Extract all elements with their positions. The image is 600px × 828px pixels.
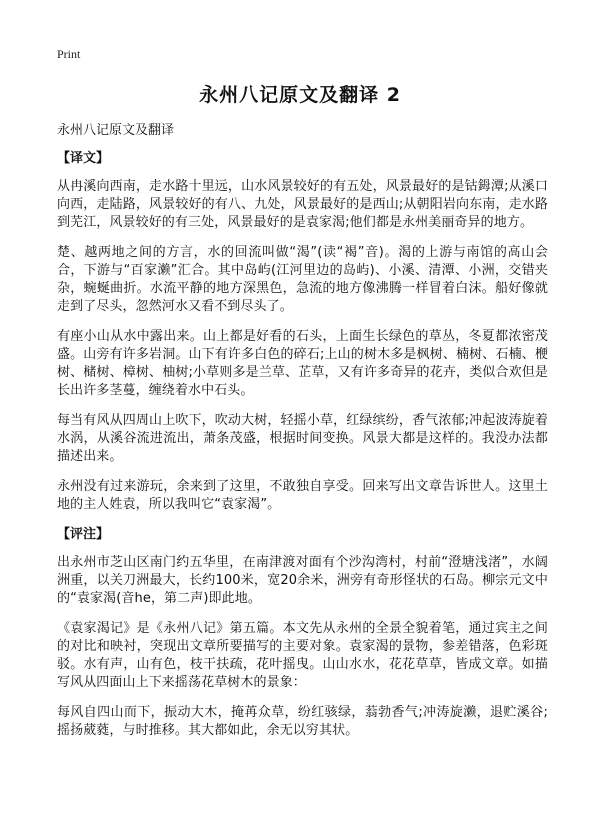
article-subtitle: 永州八记原文及翻译 [57, 123, 175, 138]
translation-section [57, 150, 548, 514]
commentary-heading: 【评注】 [57, 527, 110, 542]
page-title: 永州八记原文及翻译 2 [199, 84, 401, 106]
paragraph: 每风自四山而下，振动大木，掩苒众草，纷红骇绿，蓊勃香气;冲涛旋濑，退贮溪谷;摇扬葳蕤，与时推移。其大都如此，余无以穷其状。 [57, 705, 548, 738]
article-body [57, 122, 548, 752]
print-link[interactable]: Print [57, 47, 81, 61]
translation-heading: 【译文】 [57, 151, 110, 166]
paragraph: 永州没有过来游玩，余来到了这里，不敢独自享受。回来写出文章告诉世人。这里土地的主人姓袁，所以我叫它“袁家渴”。 [57, 479, 548, 512]
paragraph: 楚、越两地之间的方言，水的回流叫做“渴”(读“褐”音)。渴的上游与南馆的高山会合，下游与“百家濑”汇合。其中岛屿(江河里边的岛屿)、小溪、清潭、小洲，交错夹杂，蜿蜒曲折。水流平静的地方深黑色，急流的地方像沸腾一样冒着白沫。船好像就走到了尽头，忽然河水又看不到尽头了。 [57, 245, 548, 314]
paragraph: 从冉溪向西南，走水路十里远，山水风景较好的有五处，风景最好的是钴鉧潭;从溪口向西，走陆路，风景较好的有八、九处，风景最好的是西山;从朝阳岩向东南，走水路到芜江，风景较好的有三处，风景最好的是袁家渴;他们都是永州美丽奇异的地方。 [57, 179, 548, 230]
paragraph: 《袁家渴记》是《永州八记》第五篇。本文先从永州的全景全貌着笔，通过宾主之间的对比和映衬，突现出文章所要描写的主要对象。袁家渴的景物，参差错落，色彩斑驳。水有声，山有色，枝干扶疏，花叶摇曳。山山水水，花花草草，皆成文章。如描写风从四面山上下来摇荡花草树木的景象： [57, 621, 548, 690]
commentary-section [57, 526, 548, 740]
paragraph: 有座小山从水中露出来。山上都是好看的石头，上面生长绿色的草丛，冬夏都浓密茂盛。山旁有许多岩洞。山下有许多白色的碎石;上山的树木多是枫树、楠树、石楠、楩树、槠树、樟树、柚树;小草则多是兰草、芷草，又有许多奇异的花卉，类似合欢但是长出许多茎蔓，缠绕着水中石头。 [57, 329, 548, 398]
paragraph: 出永州市芝山区南门约五华里，在南津渡对面有个沙沟湾村，村前“澄塘浅渚”，水阔洲重，以关刀洲最大，长约100米，宽20余米，洲旁有奇形怪状的石岛。柳宗元文中的“袁家渴(音he，第二声)即此地。 [57, 555, 548, 606]
paragraph: 每当有风从四周山上吹下，吹动大树，轻摇小草，红绿缤纷，香气浓郁;冲起波涛旋着水涡，从溪谷流进流出，萧条茂盛，根据时间变换。风景大都是这样的。我没办法都描述出来。 [57, 413, 548, 464]
